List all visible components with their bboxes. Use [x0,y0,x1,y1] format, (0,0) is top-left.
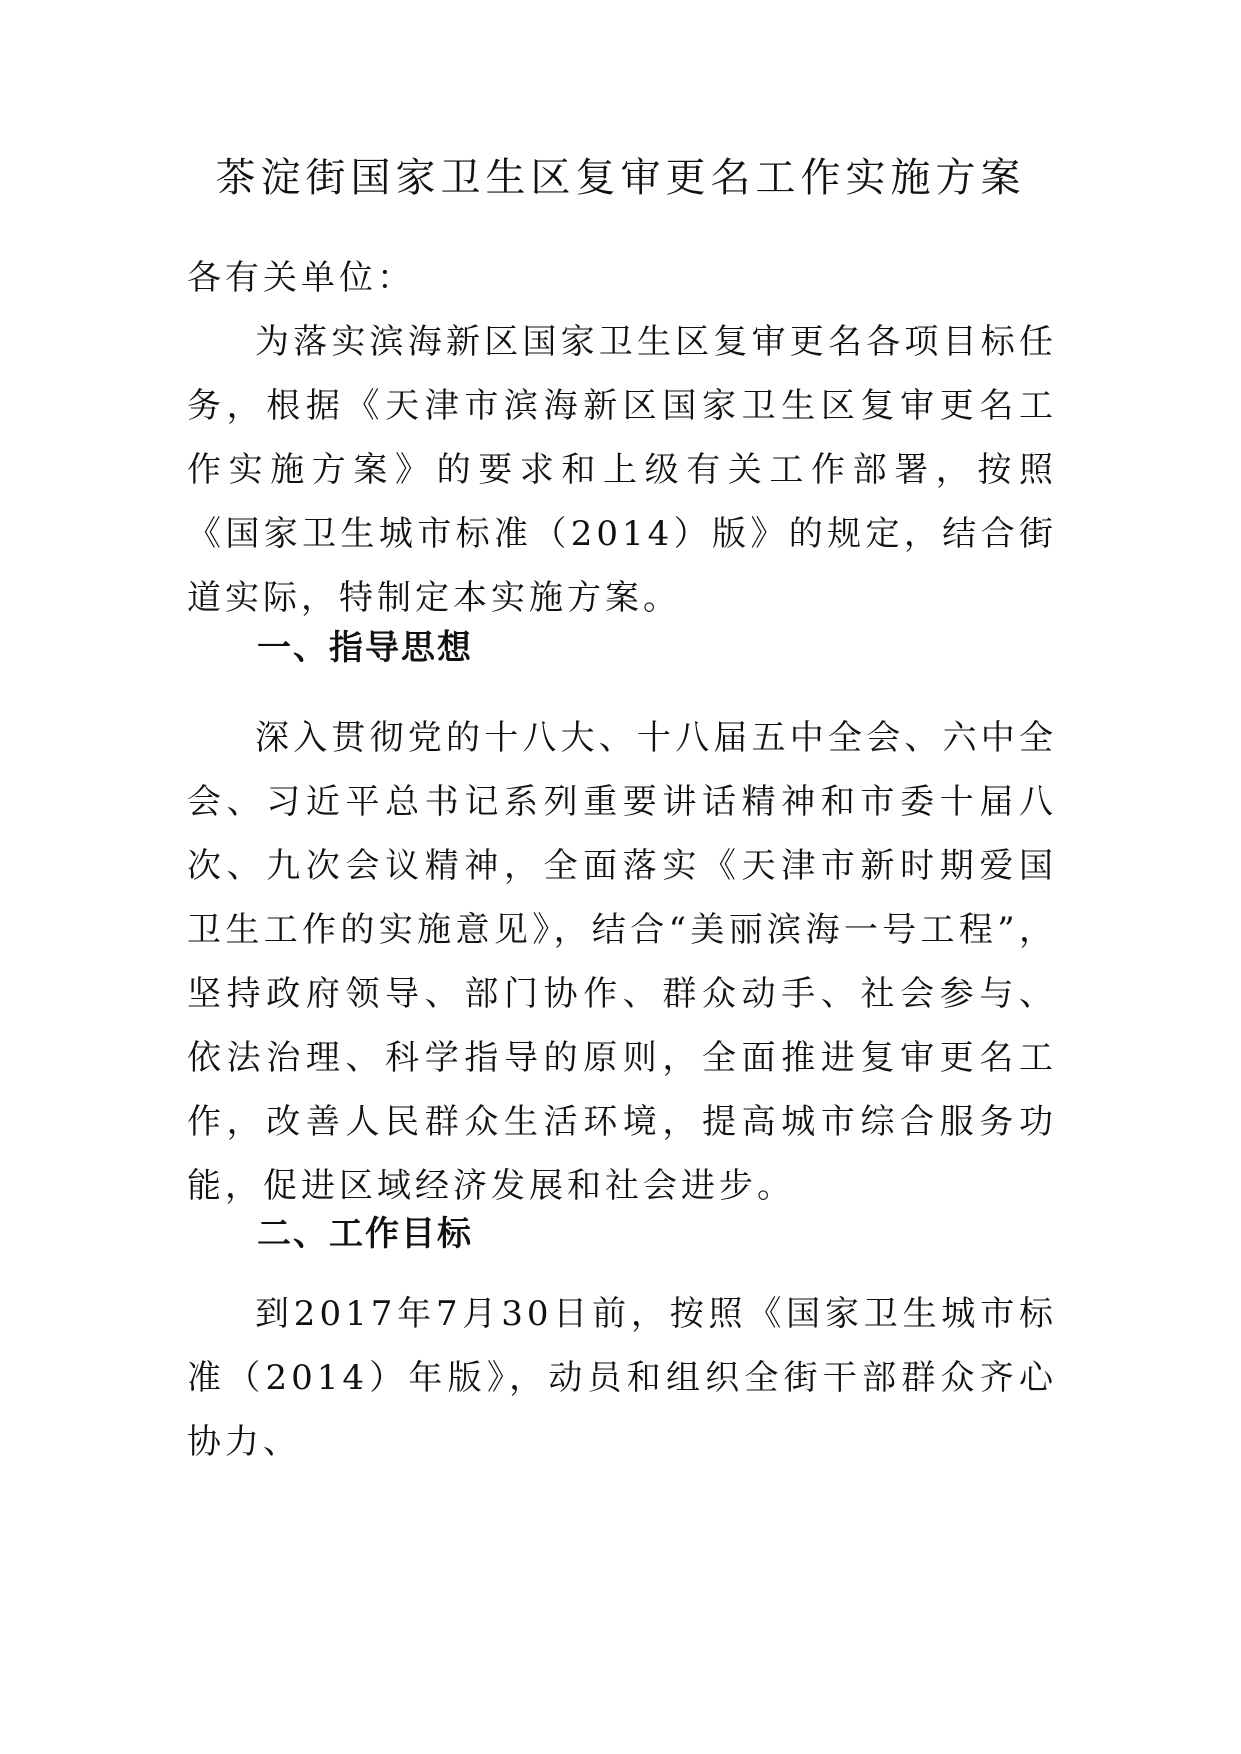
salutation: 各有关单位： [187,258,415,298]
section-heading-guiding-ideology: 一、指导思想 [257,628,473,668]
document-title: 茶淀街国家卫生区复审更名工作实施方案 [215,155,1026,201]
section-heading-work-goals: 二、工作目标 [257,1214,473,1254]
work-goals-paragraph: 到2017年7月30日前，按照《国家卫生城市标准（2014）年版》，动员和组织全街干部群众齐心协力、 [187,1294,1057,1462]
intro-paragraph: 为落实滨海新区国家卫生区复审更名各项目标任务，根据《天津市滨海新区国家卫生区复审更名工作实施方案》的要求和上级有关工作部署，按照《国家卫生城市标准（2014）版》的规定，结合街道实际，特制定本实施方案。 [187,322,1057,618]
guiding-ideology-paragraph: 深入贯彻党的十八大、十八届五中全会、六中全会、习近平总书记系列重要讲话精神和市委十届八次、九次会议精神，全面落实《天津市新时期爱国卫生工作的实施意见》，结合“美丽滨海一号工程”，坚持政府领导、部门协作、群众动手、社会参与、依法治理、科学指导的原则，全面推进复审更名工作，改善人民群众生活环境，提高城市综合服务功能，促进区域经济发展和社会进步。 [187,718,1057,1206]
